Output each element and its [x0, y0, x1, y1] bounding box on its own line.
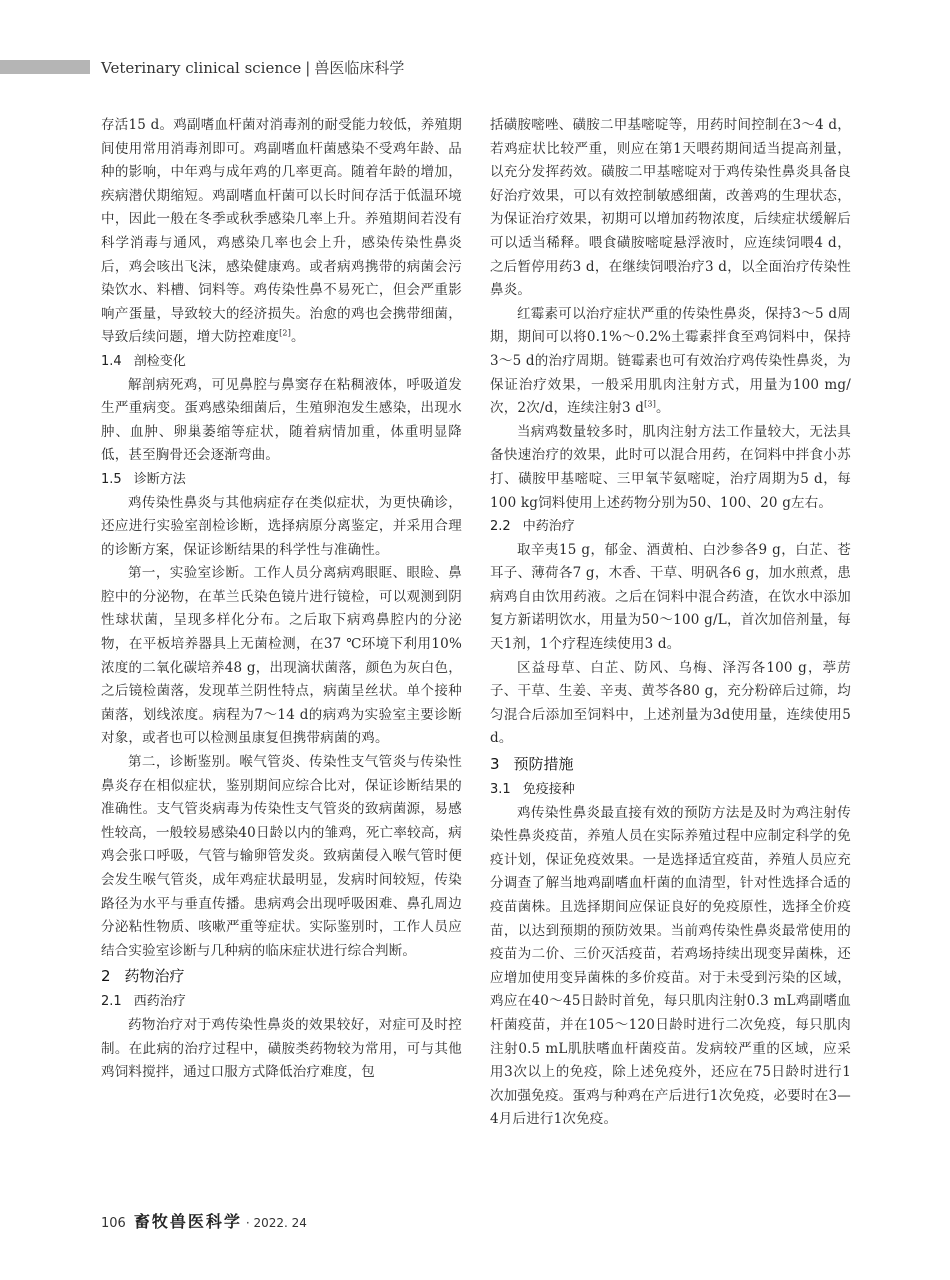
- paragraph: 鸡传染性鼻炎与其他病症存在类似症状，为更快确诊，还应进行实验室剖检诊断，选择病原分离鉴定，并采用合理的诊断方案，保证诊断结果的科学性与准确性。: [101, 494, 462, 558]
- paragraph: 区益母草、白芷、防风、乌梅、泽泻各100 g，葶苈子、干草、生姜、辛夷、黄芩各80 g，充分粉碎后过筛，均匀混合后添加至饲料中，上述剂量为3d使用量，连续使用5 d。: [490, 659, 851, 747]
- section-heading-1-4: 1.4 剖检变化: [101, 353, 186, 369]
- page-footer: [101, 1209, 307, 1232]
- paragraph: 当病鸡数量较多时，肌肉注射方法工作量较大，无法具备快速治疗的效果，此时可以混合用药，在饲料中拌食小苏打、磺胺甲基嘧啶、三甲氧苄氨嘧啶，治疗周期为5 d，每100 kg饲料使用上述药物分别为50、100、20 g左右。: [490, 423, 851, 511]
- section-heading-2-2: 2.2 中药治疗: [490, 519, 575, 535]
- journal-name-cn: 兽医临床科学: [314, 59, 405, 77]
- paragraph: 取辛夷15 g，郁金、酒黄柏、白沙参各9 g，白芷、苍耳子、薄荷各7 g，木香、干草、明矾各6 g，加水煎煮，患病鸡自由饮用药液。之后在饲料中混合药渣，在饮水中添加复方新诺明饮水，用量为50～100 g/L，首次加倍剂量，每天1剂，1个疗程连续使用3 d。: [490, 541, 851, 653]
- paragraph: 第一，实验室诊断。工作人员分离病鸡眼眶、眼睑、鼻腔中的分泌物，在革兰氏染色镜片进行镜检，可以观测到阴性球状菌，呈现多样化分布。之后取下病鸡鼻腔内的分泌物，在平板培养器具上无菌检测，在37 ℃环境下利用10%浓度的二氧化碳培养48 g，出现滴状菌落，颜色为灰白色，之后镜检菌落，发现革兰阴性特点，病菌呈丝状。单个接种菌落，划线浓度。病程为7～14 d的病鸡为实验室主要诊断对象，或者也可以检测虽康复但携带病菌的鸡。: [101, 565, 462, 747]
- paragraph: 鸡传染性鼻炎最直接有效的预防方法是及时为鸡注射传染性鼻炎疫苗，养殖人员在实际养殖过程中应制定科学的免疫计划，保证免疫效果。一是选择适宜疫苗，养殖人员应充分调查了解当地鸡副嗜血杆菌的血清型，针对性选择合适的疫苗菌株。且选择期间应保证良好的免疫原性，选择全价疫苗，以达到预期的预防效果。当前鸡传染性鼻炎最常使用的疫苗为二价、三价灭活疫苗，若鸡场持续出现变异菌株，还应增加使用变异菌株的多价疫苗。对于未受到污染的区域，鸡应在40～45日龄时首免，每只肌肉注射0.3 mL鸡副嗜血杆菌疫苗，并在105～120日龄时进行二次免疫，每只肌肉注射0.5 mL肌肤嗜血杆菌疫苗。发病较严重的区域，应采用3次以上的免疫，除上述免疫外，还应在75日龄时进行1次加强免疫。蛋鸡与种鸡在产后进行1次免疫，必要时在3—4月后进行1次免疫。: [490, 804, 851, 1128]
- header-separator: |: [305, 59, 311, 77]
- paragraph: 第二，诊断鉴别。喉气管炎、传染性支气管炎与传染性鼻炎存在相似症状，鉴别期间应综合比对，保证诊断结果的准确性。支气管炎病毒为传染性支气管炎的致病菌源，易感性较高，一般较易感染40日龄以内的雏鸡，死亡率较高，病鸡会张口呼吸，气管与输卵管发炎。致病菌侵入喉气管时便会发生喉气管炎，成年鸡症状最明显，发病时间较短，传染路径为水平与垂直传播。患病鸡会出现呼吸困难、鼻孔周边分泌粘性物质、咳嗽严重等症状。实际鉴别时，工作人员应结合实验室诊断与几种病的临床症状进行综合判断。: [101, 754, 462, 959]
- paragraph: 红霉素可以治疗症状严重的传染性鼻炎，保持3～5 d周期，期间可以将0.1%～0.2%土霉素拌食至鸡饲料中，保持3～5 d的治疗周期。链霉素也可有效治疗鸡传染性鼻炎，为保证治疗效果，一般采用肌肉注射方式，用量为100 mg/次，2次/d，连续注射3 d[3]。: [490, 305, 851, 417]
- section-heading-2: 2 药物治疗: [101, 967, 185, 986]
- paragraph: 括磺胺嘧唑、磺胺二甲基嘧啶等，用药时间控制在3～4 d，若鸡症状比较严重，则应在第1天喂药期间适当提高剂量，以充分发挥药效。磺胺二甲基嘧啶对于鸡传染性鼻炎具备良好治疗效果，可以有效控制敏感细菌，改善鸡的生理状态，为保证治疗效果，初期可以增加药物浓度，后续症状缓解后可以适当稀释。喂食磺胺嘧啶悬浮液时，应连续饲喂4 d，之后暂停用药3 d，在继续饲喂治疗3 d，以全面治疗传染性鼻炎。: [490, 117, 851, 299]
- issue-label: · 2022. 24: [245, 1216, 307, 1230]
- running-header: [101, 57, 404, 78]
- paragraph: 解剖病死鸡，可见鼻腔与鼻窦存在粘稠液体，呼吸道发生严重病变。蛋鸡感染细菌后，生殖卵泡发生感染，出现水肿、血肿、卵巢萎缩等症状，随着病情加重，体重明显降低，甚至胸骨还会逐渐弯曲。: [101, 376, 462, 464]
- paragraph: 药物治疗对于鸡传染性鼻炎的效果较好，对症可及时控制。在此病的治疗过程中，磺胺类药物较为常用，可与其他鸡饲料搅拌，通过口服方式降低治疗难度，包: [101, 1016, 462, 1081]
- citation-ref: [3]: [644, 399, 657, 409]
- paragraph: 存活15 d。鸡副嗜血杆菌对消毒剂的耐受能力较低，养殖期间使用常用消毒剂即可。鸡副嗜血杆菌感染不受鸡年龄、品种的影响，中年鸡与成年鸡的几率更高。随着年龄的增加，疾病潜伏期缩短。鸡副嗜血杆菌可以长时间存活于低温环境中，因此一般在冬季或秋季感染几率上升。养殖期间若没有科学消毒与通风，鸡感染几率也会上升，感染传染性鼻炎后，鸡会咳出飞沫，感染健康鸡。或者病鸡携带的病菌会污染饮水、料槽、饲料等。鸡传染性鼻不易死亡，但会严重影响产蛋量，导致较大的经济损失。治愈的鸡也会携带细菌，导致后续问题，增大防控难度[2]。: [101, 117, 462, 346]
- journal-name-en: Veterinary clinical science: [101, 59, 302, 77]
- section-heading-3-1: 3.1 免疫接种: [490, 782, 575, 798]
- right-column: [490, 114, 851, 1132]
- header-bar: [0, 60, 90, 74]
- magazine-title: 畜牧兽医科学: [133, 1212, 242, 1231]
- page-number: 106: [101, 1216, 126, 1231]
- section-heading-1-5: 1.5 诊断方法: [101, 471, 186, 487]
- section-heading-3: 3 预防措施: [490, 755, 574, 774]
- citation-ref: [2]: [279, 328, 292, 338]
- section-heading-2-1: 2.1 西药治疗: [101, 994, 186, 1010]
- left-column: [101, 114, 462, 1085]
